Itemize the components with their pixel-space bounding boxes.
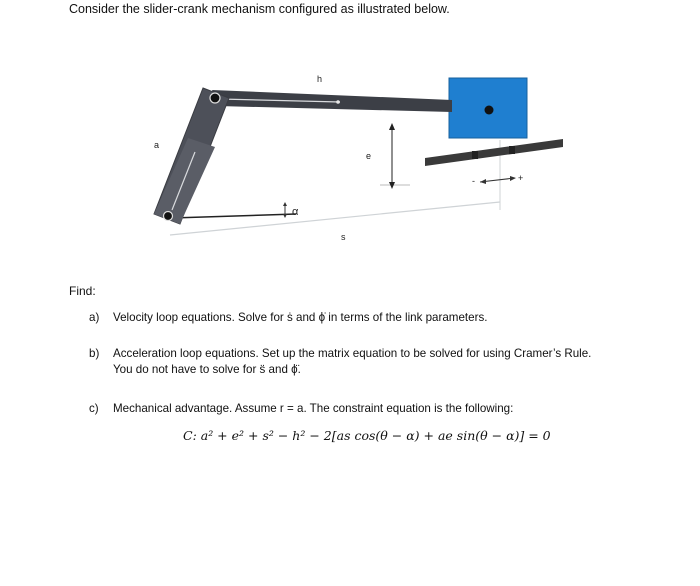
slider-crank-figure (0, 0, 700, 270)
question-text: Mechanical advantage. Assume r = a. The constraint equation is the following: (113, 402, 514, 415)
label-h: h (317, 74, 323, 84)
alpha-reference-line (172, 214, 296, 218)
constraint-equation: C: a² + e² + s² − h² − 2[as cos(θ − α) + ae sin(θ − α)] = 0 (183, 428, 551, 443)
label-minus: - (472, 176, 475, 186)
crank-ground-pin (164, 212, 173, 221)
e-arrowhead-top (389, 123, 395, 130)
label-s: s (341, 232, 346, 242)
question-text: Velocity loop equations. Solve for ṡ and ϕ̇ in terms of the link parameters. (113, 311, 488, 324)
slider-rail (425, 139, 563, 166)
label-plus: + (518, 173, 524, 183)
question-text-line2: You do not have to solve for s̈ and ϕ̈. (113, 363, 301, 376)
coupler-mark (336, 100, 340, 104)
crank-link-lower (154, 138, 215, 224)
direction-arrowhead-right (510, 176, 516, 181)
question-c (89, 401, 514, 417)
alpha-arrowhead-bottom (283, 214, 287, 218)
label-e: e (366, 151, 372, 161)
intro-text: Consider the slider-crank mechanism configured as illustrated below. (69, 2, 450, 16)
question-a (89, 310, 488, 326)
label-alpha: α (292, 206, 299, 218)
coupler-link-h (212, 90, 452, 112)
s-dimension-line (170, 202, 500, 235)
question-b (89, 346, 592, 378)
find-heading: Find: (69, 284, 96, 298)
question-marker: a) (89, 311, 100, 324)
question-marker: c) (89, 402, 99, 415)
question-text-line1: Acceleration loop equations. Set up the matrix equation to be solved for using Cramer’s Rule. (113, 347, 592, 360)
question-marker: b) (89, 347, 100, 360)
rail-clip-left (472, 151, 478, 159)
alpha-arrowhead-top (283, 202, 287, 206)
crank-top-pin (210, 93, 220, 103)
rail-clip-right (509, 146, 515, 154)
slider-pin (485, 106, 494, 115)
label-a: a (154, 140, 160, 150)
